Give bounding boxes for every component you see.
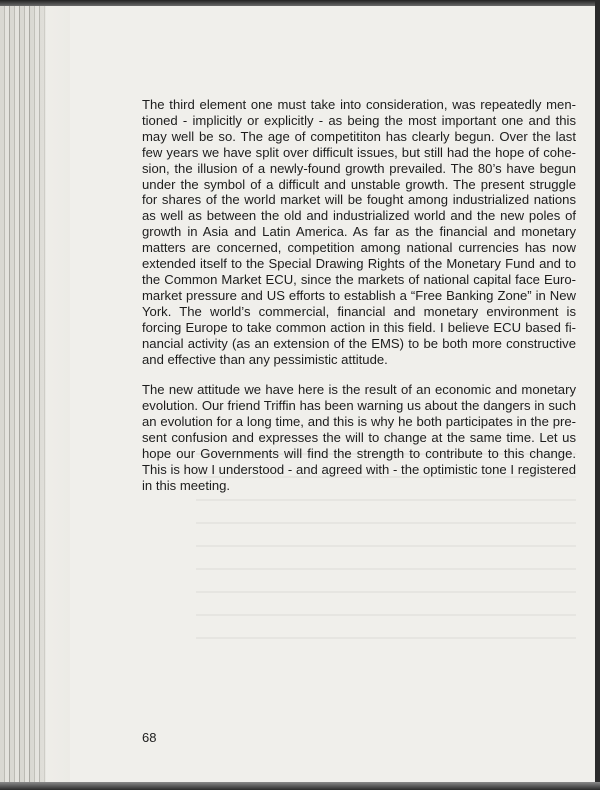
scan-border-bottom — [0, 782, 600, 790]
scan-border-right — [595, 0, 600, 790]
bleed-through-line — [196, 568, 576, 570]
paragraph-2: The new attitude we have here is the result of an economic and monetary evolution. Our friend Triffin has been warning us about the dangers in such an evolution for a long time, and this is why he both participates in the present confusion and expresses the will to change at the same time. Let us hope our Governments will find the strength to contribute to this change. This is how I understood - and agreed with - the optimistic tone I registered in this meeting. — [142, 382, 576, 493]
bleed-through-line — [196, 545, 576, 547]
page-edge-shading — [30, 6, 70, 782]
bleed-through-line — [196, 591, 576, 593]
bleed-through-line — [196, 522, 576, 524]
page-number: 68 — [142, 730, 157, 745]
paragraph-1: The third element one must take into consideration, was repeatedly mentioned - implicitly or explicitly - as being the most important one and this may well be so. The age of competititon has clearly begun. Over the last few years we have split over difficult issues, but still had the hope of cohesion, the illusion of a newly-found growth prevailed. The 80’s have begun under the symbol of a difficult and unstable growth. The present struggle for shares of the world market will be fought among industrialized nations as well as between the old and industrialized world and the new poles of growth in Asia and Latin America. As far as the financial and monetary matters are concerned, competition among national currencies has now extended itself to the Special Drawing Rights of the Monetary Fund and to the Common Market ECU, since the markets of national capital face Euromarket pressure and US efforts to establish a “Free Banking Zone” in New York. The world’s commercial, financial and monetary environment is forcing Europe to take common action in this field. I believe ECU based financial activity (as an extension of the EMS) to be both more constructive and effective than any pessimistic attitude. — [142, 97, 576, 367]
bleed-through-line — [196, 614, 576, 616]
body-text — [142, 97, 576, 509]
bleed-through-line — [196, 637, 576, 639]
